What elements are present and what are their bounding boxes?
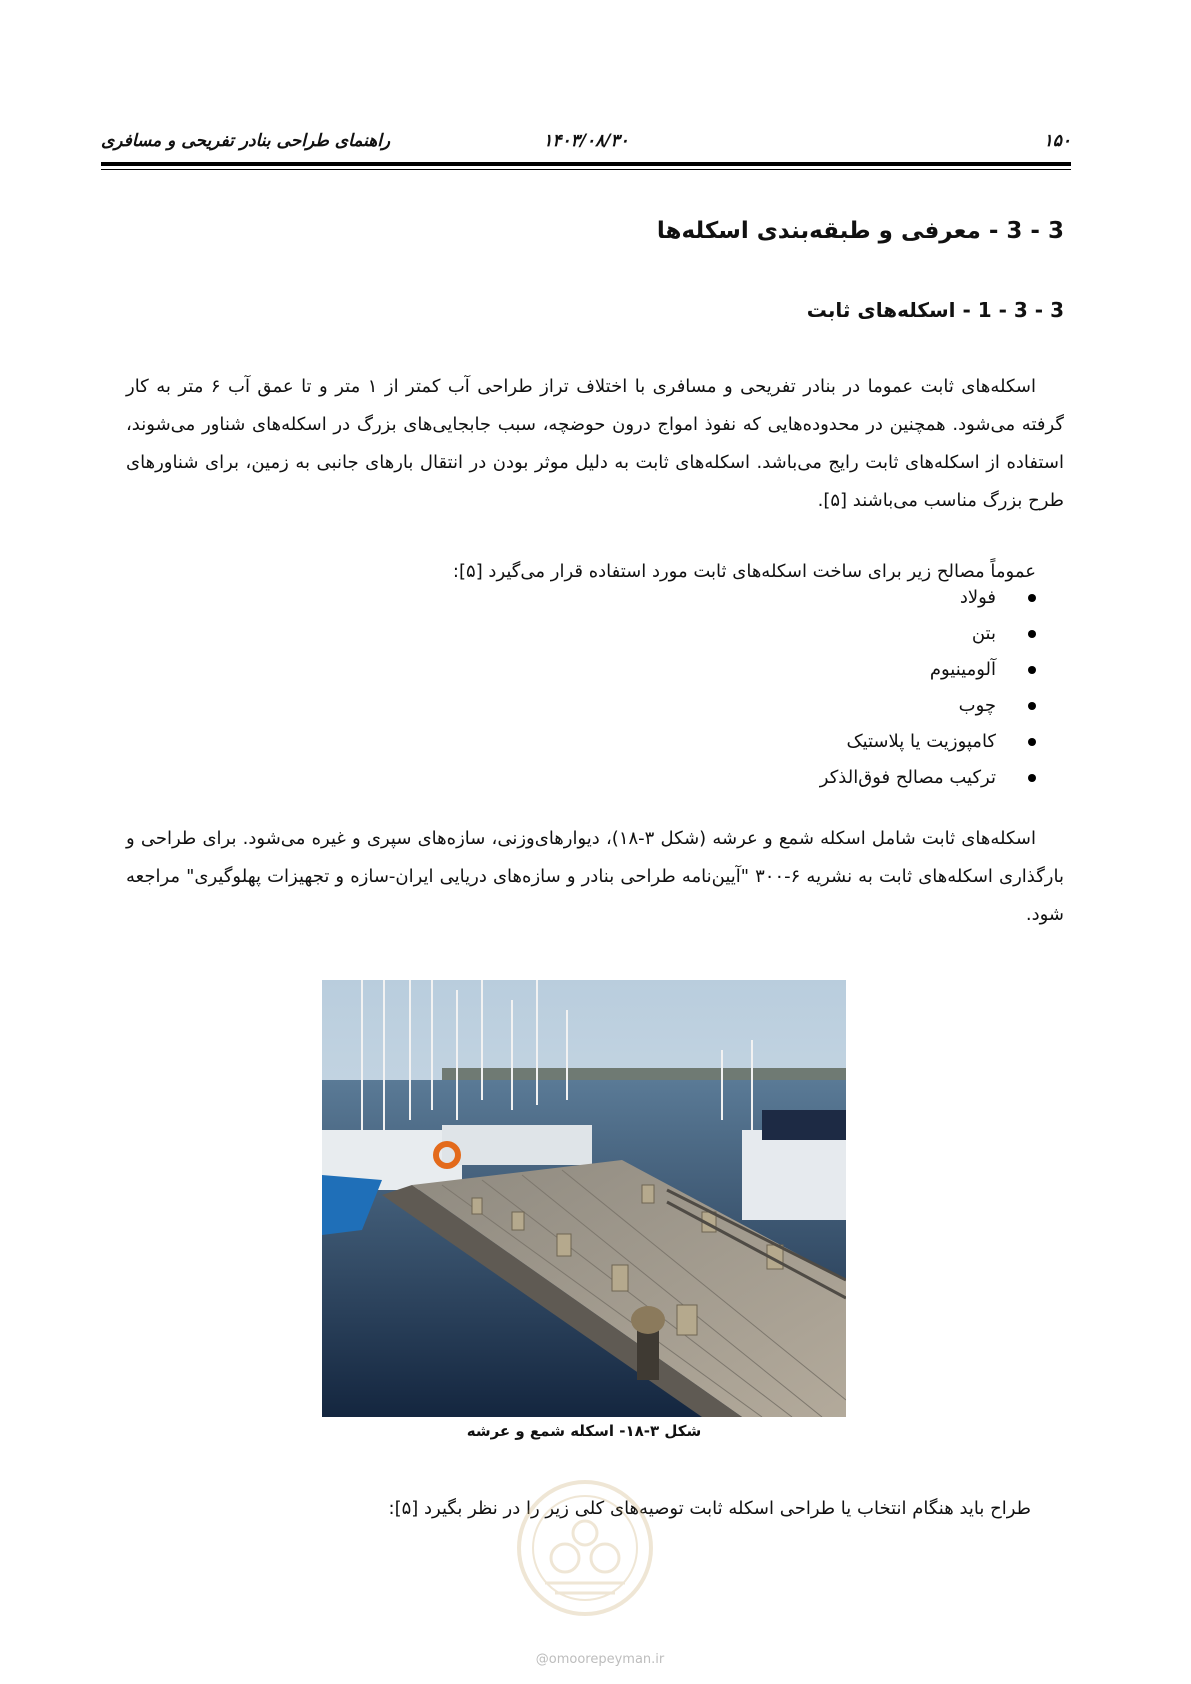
list-item: بتن xyxy=(820,616,1036,652)
running-header xyxy=(101,131,1071,155)
list-item: فولاد xyxy=(820,580,1036,616)
bullet-icon xyxy=(1028,666,1036,674)
figure-caption: شکل ۳-۱۸- اسکله شمع و عرشه xyxy=(466,1422,702,1440)
list-item: ترکیب مصالح فوق‌الذکر xyxy=(820,760,1036,796)
page-number: ۱۵۰ xyxy=(1043,131,1071,151)
paragraph-intro: اسکله‌های ثابت عموما در بنادر تفریحی و مسافری با اختلاف تراز طراحی آب کمتر از ۱ متر و تا عمق آب ۶ متر به کار گرفته می‌شود. همچنین در محدوده‌هایی که نفوذ امواج درون حوضچه، سبب جابجایی‌های بزرگ در اسکله‌های شناور می‌شوند، استفاده از اسکله‌های ثابت رایج می‌باشد. اسکله‌های ثابت به دلیل موثر بودن در انتقال بارهای جانبی به زمین، برای شناورهای طرح بزرگ مناسب می‌باشند [۵]. xyxy=(126,376,1064,511)
list-item: کامپوزیت یا پلاستیک xyxy=(820,724,1036,760)
header-rule-thick xyxy=(101,162,1071,166)
bullet-icon xyxy=(1028,774,1036,782)
paragraph-fixed-pier-types: اسکله‌های ثابت شامل اسکله شمع و عرشه (شکل ۳-۱۸)، دیوارهای‌وزنی، سازه‌های سپری و غیره می‌شود. برای طراحی و بارگذاری اسکله‌های ثابت به نشریه ۶-۳۰۰ "آیین‌نامه طراحی بنادر و سازه‌های دریایی ایران-سازه و تجهیزات پهلوگیری" مراجعه شود. xyxy=(126,828,1064,925)
watermark-url: @omoorepeyman.ir xyxy=(535,1652,665,1667)
figure-photo-pier xyxy=(322,980,846,1417)
paragraph-materials-intro: عموماً مصالح زیر برای ساخت اسکله‌های ثابت مورد استفاده قرار می‌گیرد [۵]: xyxy=(452,561,1036,582)
header-date: ۱۴۰۳/۰۸/۳۰ xyxy=(543,131,629,151)
marina-photo-illustration xyxy=(322,980,846,1417)
materials-list xyxy=(820,580,1036,796)
watermark-seal-icon xyxy=(515,1478,655,1618)
book-title: راهنمای طراحی بنادر تفریحی و مسافری xyxy=(101,131,391,151)
paragraph-recommendations-intro: طراح باید هنگام انتخاب یا طراحی اسکله ثابت توصیه‌های کلی زیر را در نظر بگیرد [۵]: xyxy=(388,1498,1031,1519)
list-item: آلومینیوم xyxy=(820,652,1036,688)
section-heading: 3 - 3 - معرفی و طبقه‌بندی اسکله‌ها xyxy=(656,218,1064,244)
bullet-icon xyxy=(1028,702,1036,710)
bullet-icon xyxy=(1028,630,1036,638)
subsection-heading: 3 - 3 - 1 - اسکله‌های ثابت xyxy=(806,298,1064,322)
bullet-icon xyxy=(1028,594,1036,602)
header-rule-thin xyxy=(101,169,1071,170)
list-item: چوب xyxy=(820,688,1036,724)
bullet-icon xyxy=(1028,738,1036,746)
